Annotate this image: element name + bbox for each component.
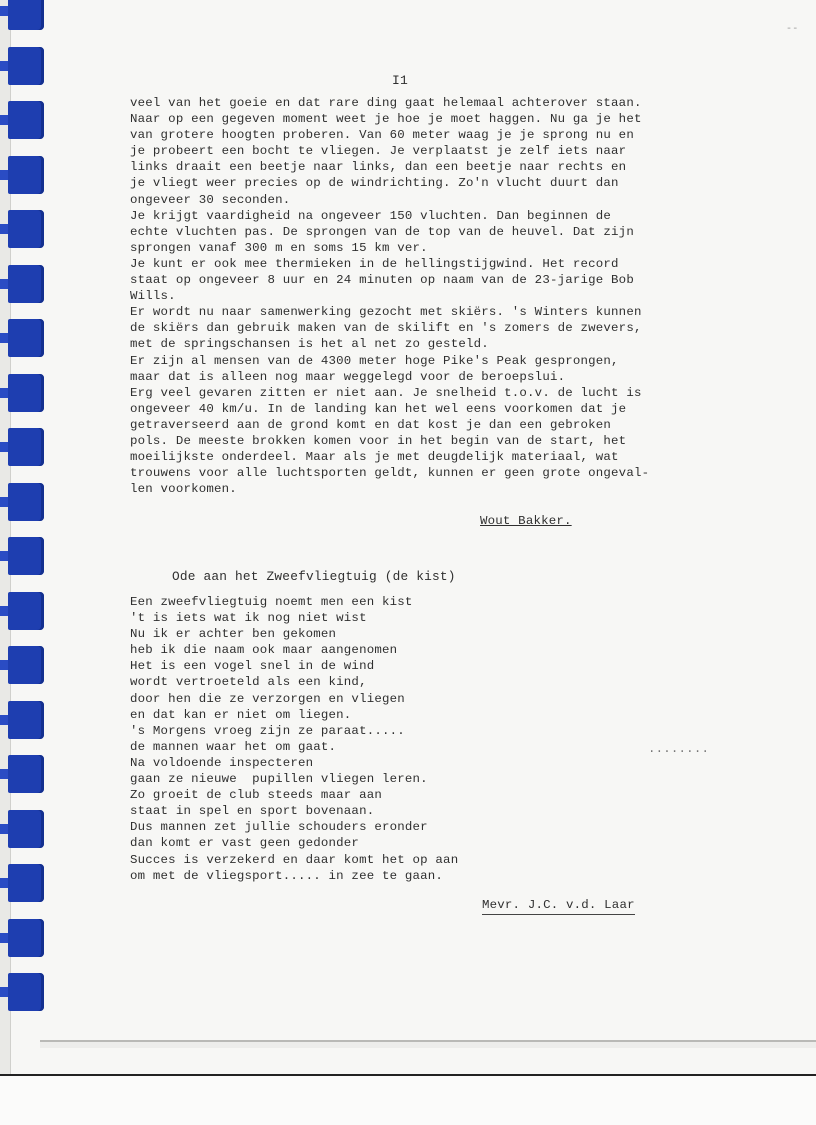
article-line: Wills. bbox=[130, 289, 176, 304]
binding-ring bbox=[8, 374, 44, 412]
poem-line: Succes is verzekerd en daar komt het op aan bbox=[130, 852, 459, 867]
page-number: I1 bbox=[392, 73, 409, 88]
article-line: je probeert een bocht te vliegen. Je verplaatst je zelf iets naar bbox=[130, 144, 627, 159]
trailing-dots: ........ bbox=[648, 742, 710, 756]
poem-line: door hen die ze verzorgen en vliegen bbox=[130, 691, 405, 706]
poem-line: om met de vliegsport..... in zee te gaan. bbox=[130, 868, 444, 883]
poem-line: wordt vertroeteld als een kind, bbox=[130, 675, 367, 690]
binding-ring bbox=[8, 319, 44, 357]
binding-ring bbox=[8, 646, 44, 684]
poem-line: Nu ik er achter ben gekomen bbox=[130, 627, 337, 642]
page-bottom-edge bbox=[40, 1040, 816, 1048]
poem-line: Dus mannen zet jullie schouders eronder bbox=[130, 820, 428, 835]
poem-line: Zo groeit de club steeds maar aan bbox=[130, 788, 382, 803]
binding-ring bbox=[8, 210, 44, 248]
article-line: Erg veel gevaren zitten er niet aan. Je snelheid t.o.v. de lucht is bbox=[130, 385, 642, 400]
article-line: van grotere hoogten proberen. Van 60 meter waag je je sprong nu en bbox=[130, 128, 634, 143]
poem-line: heb ik die naam ook maar aangenomen bbox=[130, 643, 398, 658]
binding-ring bbox=[8, 919, 44, 957]
poem-line: Na voldoende inspecteren bbox=[130, 755, 314, 770]
poem-line: 't is iets wat ik nog niet wist bbox=[130, 611, 367, 626]
binding-ring bbox=[8, 973, 44, 1011]
article-line: je vliegt weer precies op de windrichting. Zo'n vlucht duurt dan bbox=[130, 176, 619, 191]
article-body bbox=[130, 95, 649, 497]
binding-ring bbox=[8, 101, 44, 139]
article-line: met de springschansen is het al net zo gesteld. bbox=[130, 337, 489, 352]
poem-line: dan komt er vast geen gedonder bbox=[130, 836, 360, 851]
article-line: len voorkomen. bbox=[130, 482, 237, 497]
article-line: ongeveer 30 seconden. bbox=[130, 192, 291, 207]
article-line: getraverseerd aan de grond komt en dat kost je dan een gebroken bbox=[130, 417, 612, 432]
poem-line: staat in spel en sport bovenaan. bbox=[130, 804, 375, 819]
article-line: moeilijkste onderdeel. Maar als je met deugdelijk materiaal, wat bbox=[130, 450, 619, 465]
poem-line: 's Morgens vroeg zijn ze paraat..... bbox=[130, 723, 405, 738]
article-line: trouwens voor alle luchtsporten geldt, kunnen er geen grote ongeval- bbox=[130, 466, 650, 481]
article-line: Naar op een gegeven moment weet je hoe je moet haggen. Nu ga je het bbox=[130, 112, 642, 127]
article-line: staat op ongeveer 8 uur en 24 minuten op naam van de 23-jarige Bob bbox=[130, 273, 634, 288]
article-line: Je kunt er ook mee thermieken in de hellingstijgwind. Het record bbox=[130, 256, 619, 271]
poem-title: Ode aan het Zweefvliegtuig (de kist) bbox=[172, 569, 456, 584]
binding-ring bbox=[8, 537, 44, 575]
scan-bottom-strip bbox=[0, 1074, 816, 1125]
article-line: de skiërs dan gebruik maken van de skilift en 's zomers de zwevers, bbox=[130, 321, 642, 336]
article-line: links draait een beetje naar links, dan een beetje naar rechts en bbox=[130, 160, 627, 175]
poem-line: Het is een vogel snel in de wind bbox=[130, 659, 375, 674]
article-line: ongeveer 40 km/u. In de landing kan het wel eens voorkomen dat je bbox=[130, 401, 627, 416]
poem-line: en dat kan er niet om liegen. bbox=[130, 707, 352, 722]
article-line: Er zijn al mensen van de 4300 meter hoge Pike's Peak gesprongen, bbox=[130, 353, 619, 368]
binding-ring bbox=[8, 810, 44, 848]
poem-line: Een zweefvliegtuig noemt men een kist bbox=[130, 595, 413, 609]
binding-ring bbox=[8, 0, 44, 30]
binding-ring bbox=[8, 592, 44, 630]
binding-ring bbox=[8, 755, 44, 793]
article-signature: Wout Bakker. bbox=[480, 514, 572, 528]
article-line: Je krijgt vaardigheid na ongeveer 150 vluchten. Dan beginnen de bbox=[130, 208, 612, 223]
binding-ring bbox=[8, 483, 44, 521]
poem-signature: Mevr. J.C. v.d. Laar bbox=[482, 897, 635, 915]
poem-line: gaan ze nieuwe pupillen vliegen leren. bbox=[130, 772, 428, 787]
binding-ring bbox=[8, 864, 44, 902]
article-line: echte vluchten pas. De sprongen van de top van de heuvel. Dat zijn bbox=[130, 224, 634, 239]
article-line: pols. De meeste brokken komen voor in het begin van de start, het bbox=[130, 433, 627, 448]
corner-mark: -- bbox=[786, 24, 799, 35]
poem-body bbox=[130, 594, 458, 884]
article-line: veel van het goeie en dat rare ding gaat helemaal achterover staan. bbox=[130, 96, 642, 110]
binding-ring bbox=[8, 701, 44, 739]
binding-ring bbox=[8, 47, 44, 85]
article-line: maar dat is alleen nog maar weggelegd voor de beroepslui. bbox=[130, 369, 566, 384]
binding-ring bbox=[8, 156, 44, 194]
article-line: sprongen vanaf 300 m en soms 15 km ver. bbox=[130, 240, 428, 255]
article-line: Er wordt nu naar samenwerking gezocht met skiërs. 's Winters kunnen bbox=[130, 305, 642, 320]
binding-ring bbox=[8, 265, 44, 303]
poem-line: de mannen waar het om gaat. bbox=[130, 739, 337, 754]
comb-binding bbox=[0, 0, 46, 1060]
binding-ring bbox=[8, 428, 44, 466]
